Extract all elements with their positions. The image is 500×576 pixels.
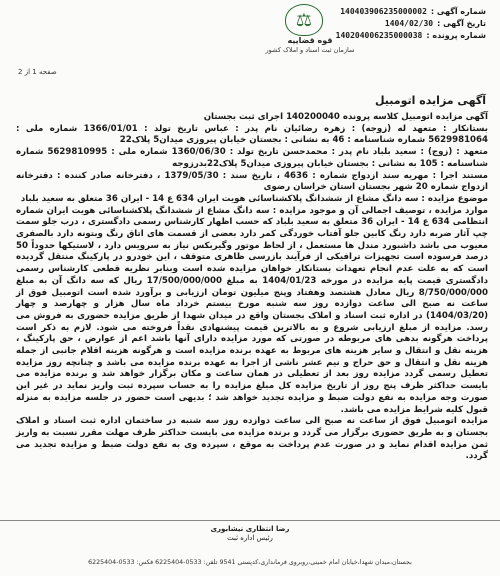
body-paragraph: متعهد : (زوج) : سعید بلباد نام پدر : محمدحسن تاریخ تولد : 1360/06/30 شماره ملی : 5629810995 شماره شناسنامه : 105 به نشانی : بجستان خیابان پیروزی میدان5 پلاک22بدرزوجه	[16, 147, 488, 169]
meta-label: شماره پرونده :	[426, 31, 486, 40]
body-paragraph: موضوع مزایده : سه دانگ مشاع از ششدانگ پلاکشناسائی هویت ایران 634 ع 14 - ایران 36 متعلق به سعید بلباد	[20, 193, 488, 204]
signatory-name: رضا انتظاری نیشابوری	[210, 525, 290, 533]
meta-value: 140204006235000038	[335, 31, 423, 40]
body-paragraph: موارد مزایده ، توصیف اجمالی آن و موجود مزایده : سه دانگ مشاع از ششدانگ پلاکشناسائی هویت ایران شماره انتظامی 634 ع 14 - ایران 36 متعلق به سعید بلباد که حسب اظهار کارشناس رسمی دادگستری ، درب جلو سمت چپ آثار ضربه دارد رنگ کابین جلو آفتاب خوردگی کمر دارد بعضی از قسمت های اتاق رنگ وبتونه دارد بالصفری معیوب می باشد داشبورد مندل ها مستعمل ، از لحاظ موتور وگیربکس نیاز به سرویس دارد ، لاستیکها حدوداً 50 درصد فرسوده است تجهیزات ترافیکی از فرآیند بازرسی ظاهری متوقف ، این خودرو در پارکینگ منتقل گردیده است که به علت عدم انجام تعهدات بستانکار خواهان مزایده شده است وبنابر نظریه قطعی کارشناس رسمی دادگستری قیمت پایه مزایده در مورخه 1404/01/23 به مبلغ 17/500/000/000 ریال که سه دانگ آن به مبلغ 8/750/000/000 ریال معادل هشتصد وهفتاد وپنج میلیون تومان ارزیابی و برآورد شده است اتومبیل فوق از ساعت نه صبح الی ساعت دوازده روز سه شنبه مورخ بیستم خرداد ماه سال هزار و چهارصد و چهار (1404/03/20) در اداره ثبت اسناد و املاک بجستان واقع در میدان شهدا از طریق مزایده حضوری به فروش می رسد. مزایده از مبلغ ارزیابی شروع و به بالاترین قیمت پیشنهادی نقداً فروخته می شود. لازم به ذکر است پرداخت هرگونه بدهی های مربوطه در صورتی که مورد مزایده دارای آنها باشد اعم از عوارض ، حق پارکینگ ، هزینه نقل و انتقال و سایر هزینه های مربوط به عهده برنده مزایده است و هرگونه هزینه اقلام جانبی از جمله هزینه نقل و انتقال و حق حراج و نیم عشر ناشی از اجرا به عهده برنده مزایده می باشد و چنانچه روز مزایده تعطیل رسمی گردد مزایده روز بعد از تعطیلی در همان ساعت و مکان برگزار خواهد شد و برنده مزایده می بایست حداکثر ظرف پنج روز از تاریخ مزایده کل مبلغ مزایده را به حساب سپرده ثبت واریز نماید در غیر این صورت وجه مزایده به نفع دولت ضبط و مزایده تجدید خواهد شد ؛ بدیهی است حضور در جلسه مزایده به منزله قبول کلیه شرایط مزایده می باشد.	[16, 205, 489, 415]
org-name: قوه قضاییه	[287, 36, 333, 45]
judiciary-emblem-icon: ⚖	[285, 4, 323, 36]
meta-value: 140403906235000002	[340, 7, 427, 16]
body-paragraph: مستند اجرا : مهریه سند ازدواج شماره : 4636 ، تاریخ سند : 1379/05/30 ، دفترخانه صادر کننده : دفترخانه ازدواج شماره 20 شهر بجستان استان خراسان رضوی	[16, 170, 489, 193]
org-subtitle: سازمان ثبت اسناد و املاک کشور	[265, 46, 355, 54]
document-footer	[0, 520, 500, 566]
signatory-title: رئیس اداره ثبت	[227, 534, 273, 542]
body-paragraph: مزایده اتومبیل فوق از ساعت نه صبح الی ساعت دوازده روز سه شنبه در ساختمان اداره ثبت اسناد و املاک بجستان و به طریق حضوری برگزار می گردد و برنده مزایده می بایست حداکثر ظرف مهلت مقرر نسبت به واریز ثمن مزایده اقدام نماید و در صورت عدم پرداخت به موقع ، سپرده وی به نفع دولت ضبط و مزایده تجدید می گردد.	[16, 416, 488, 462]
document-body	[16, 112, 488, 463]
page-indicator: صفحه 1 از 2	[18, 68, 57, 76]
meta-label: شماره آگهی :	[430, 7, 486, 16]
body-paragraph: بستانکار : متعهد له (زوجه) : زهره رضائیان نام پدر : عباس تاریخ تولد : 1366/01/01 شماره ملی : 5629981064 شماره شناسنامه : 46 به نشانی : بجستان خیابان پیروزی میدان5 پلاک22	[16, 123, 488, 146]
document-title: آگهی مزایده اتومبیل	[374, 94, 486, 107]
office-address: بجستان،میدان شهدا،خیابان امام خمینی،روبروی فرمانداری،کدپستی 9541 تلفن: 0533-6225404 فکس: 0533-6225404	[88, 559, 412, 566]
meta-value: 1404/02/30	[384, 19, 434, 28]
meta-label: تاریخ آگهی :	[437, 19, 486, 28]
body-paragraph: آگهی مزایده اتومبیل کلاسه پرونده 140200040 اجرای ثبت بجستان	[203, 112, 488, 122]
